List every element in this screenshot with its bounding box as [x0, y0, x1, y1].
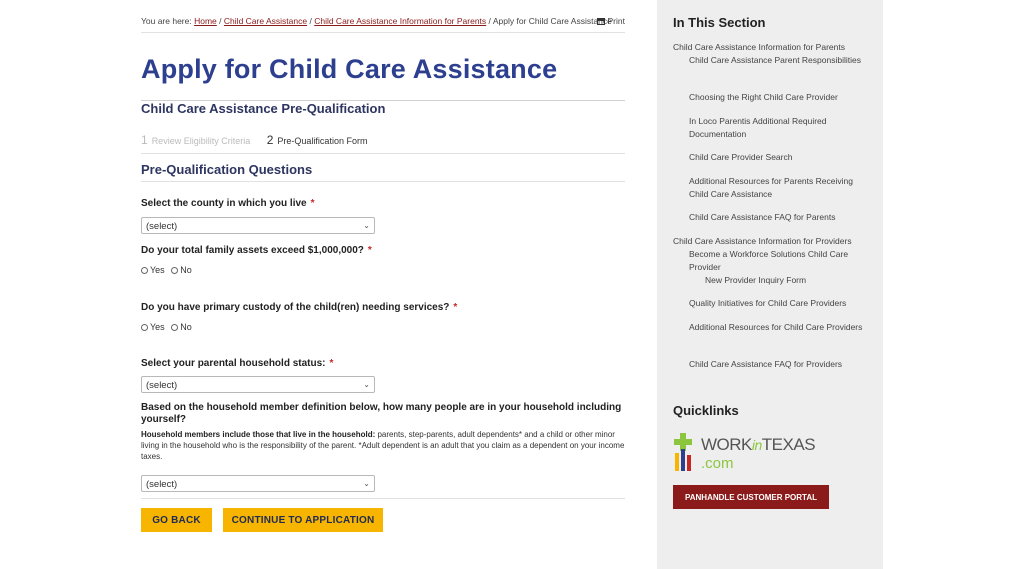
breadcrumb-separator: /: [219, 16, 222, 26]
assets-radio-group: [141, 265, 196, 275]
logo-in: in: [751, 437, 762, 453]
custody-radio-group: [141, 322, 196, 332]
assets-yes-radio[interactable]: [141, 265, 165, 275]
radio-circle-icon: [171, 267, 178, 274]
county-label: Select the county in which you live: [141, 198, 307, 209]
radio-circle-icon: [141, 267, 148, 274]
household-status-select-value: (select): [146, 380, 178, 391]
logo-work: WORK: [701, 435, 752, 454]
required-mark: *: [367, 245, 372, 256]
continue-button[interactable]: CONTINUE TO APPLICATION: [223, 508, 383, 532]
required-mark: *: [453, 302, 458, 313]
breadcrumb-home[interactable]: Home: [194, 16, 217, 26]
sidebar-link-become-provider[interactable]: Become a Workforce Solutions Child Care Provider: [689, 249, 849, 272]
quicklinks-heading: Quicklinks: [673, 403, 739, 418]
county-select[interactable]: [141, 217, 375, 234]
assets-question: [141, 245, 625, 257]
assets-no-radio[interactable]: [171, 265, 192, 275]
chevron-down-icon: ⌄: [363, 221, 370, 230]
logo-bar: [681, 449, 685, 471]
divider: [141, 153, 625, 154]
form-subtitle: Child Care Assistance Pre-Qualification: [141, 101, 386, 116]
divider: [141, 498, 625, 499]
required-mark: *: [310, 198, 315, 209]
printer-icon: [597, 18, 605, 25]
step-number: 1: [141, 133, 148, 147]
household-definition-lead: Household members include those that live in the household:: [141, 430, 376, 439]
sidebar-link-faq-providers[interactable]: Child Care Assistance FAQ for Providers: [689, 359, 843, 369]
step-review-eligibility[interactable]: [141, 133, 251, 147]
chevron-down-icon: ⌄: [363, 380, 370, 389]
radio-circle-icon: [141, 324, 148, 331]
step-number: 2: [266, 133, 274, 147]
breadcrumb-separator: /: [488, 16, 491, 26]
custody-label: Do you have primary custody of the child(ren) needing services?: [141, 302, 450, 313]
print-label: Print: [607, 16, 625, 26]
county-select-value: (select): [146, 221, 178, 232]
assets-yes-label: Yes: [150, 265, 165, 275]
sidebar-link-faq-parents[interactable]: Child Care Assistance FAQ for Parents: [689, 212, 836, 222]
radio-circle-icon: [171, 324, 178, 331]
county-question: [141, 198, 625, 210]
sidebar-link-provider-search[interactable]: Child Care Provider Search: [689, 152, 793, 162]
chevron-down-icon: ⌄: [363, 479, 370, 488]
assets-no-label: No: [180, 265, 192, 275]
breadcrumb: [141, 16, 625, 26]
custody-no-label: No: [180, 322, 192, 332]
household-size-select[interactable]: [141, 475, 375, 492]
sidebar-link-parent-resources[interactable]: Additional Resources for Parents Receiving Child Care Assistance: [689, 176, 853, 199]
divider: [141, 32, 625, 33]
step-pre-qualification: [266, 133, 368, 147]
household-status-question: [141, 358, 625, 370]
custody-yes-label: Yes: [150, 322, 165, 332]
custody-yes-radio[interactable]: [141, 322, 165, 332]
logo-bar: [675, 453, 679, 471]
sidebar-link-in-loco-parentis[interactable]: In Loco Parentis Additional Required Documentation: [689, 116, 827, 139]
worker-plus-icon-bar: [674, 439, 692, 445]
required-mark: *: [329, 358, 334, 369]
print-button[interactable]: [597, 16, 625, 26]
customer-portal-button[interactable]: PANHANDLE CUSTOMER PORTAL: [673, 485, 829, 509]
household-definition: [141, 429, 625, 462]
breadcrumb-current: Apply for Child Care Assistance: [492, 16, 612, 26]
workintexas-logo[interactable]: [673, 431, 843, 475]
sidebar-link-provider-resources[interactable]: Additional Resources for Child Care Providers: [689, 322, 863, 332]
breadcrumb-parents-info[interactable]: Child Care Assistance Information for Parents: [314, 16, 487, 26]
household-size-select-value: (select): [146, 479, 178, 490]
household-definition-text: parents, step-parents, adult dependents* and a child or other minor living in the household who is the responsibility of the parent. *Adult dependent is an adult that you claim as a dependent on your income taxes.: [141, 430, 625, 461]
sidebar-link-choosing-provider[interactable]: Choosing the Right Child Care Provider: [689, 92, 838, 102]
logo-dotcom: .com: [701, 455, 734, 472]
household-size-question: Based on the household member definition below, how many people are in your household including yourself?: [141, 402, 622, 425]
household-status-label: Select your parental household status:: [141, 358, 326, 369]
breadcrumb-prefix: You are here:: [141, 16, 192, 26]
assets-label: Do your total family assets exceed $1,000,000?: [141, 245, 364, 256]
logo-wordmark: [701, 435, 815, 455]
household-status-select[interactable]: [141, 376, 375, 393]
sidebar-link-new-provider-inquiry[interactable]: New Provider Inquiry Form: [705, 275, 807, 285]
custody-question: [141, 302, 625, 314]
divider: [141, 181, 625, 182]
sidebar-link-providers-info[interactable]: Child Care Assistance Information for Providers: [673, 236, 852, 246]
breadcrumb-separator: /: [309, 16, 312, 26]
step-indicator: [141, 133, 367, 147]
sidebar-link-parent-responsibilities[interactable]: Child Care Assistance Parent Responsibilities: [689, 55, 861, 65]
sidebar-heading: In This Section: [673, 15, 766, 30]
page-title: Apply for Child Care Assistance: [141, 54, 558, 84]
step-label: Review Eligibility Criteria: [151, 136, 251, 146]
logo-bar: [687, 455, 691, 471]
section-heading: Pre-Qualification Questions: [141, 162, 313, 177]
breadcrumb-child-care-assistance[interactable]: Child Care Assistance: [223, 16, 308, 26]
sidebar-link-parents-info[interactable]: Child Care Assistance Information for Parents: [673, 42, 845, 52]
step-label: Pre-Qualification Form: [277, 136, 368, 146]
logo-texas: TEXAS: [761, 435, 816, 454]
sidebar-link-quality-initiatives[interactable]: Quality Initiatives for Child Care Providers: [689, 298, 847, 308]
go-back-button[interactable]: GO BACK: [141, 508, 212, 532]
sidebar: [657, 0, 883, 569]
custody-no-radio[interactable]: [171, 322, 192, 332]
